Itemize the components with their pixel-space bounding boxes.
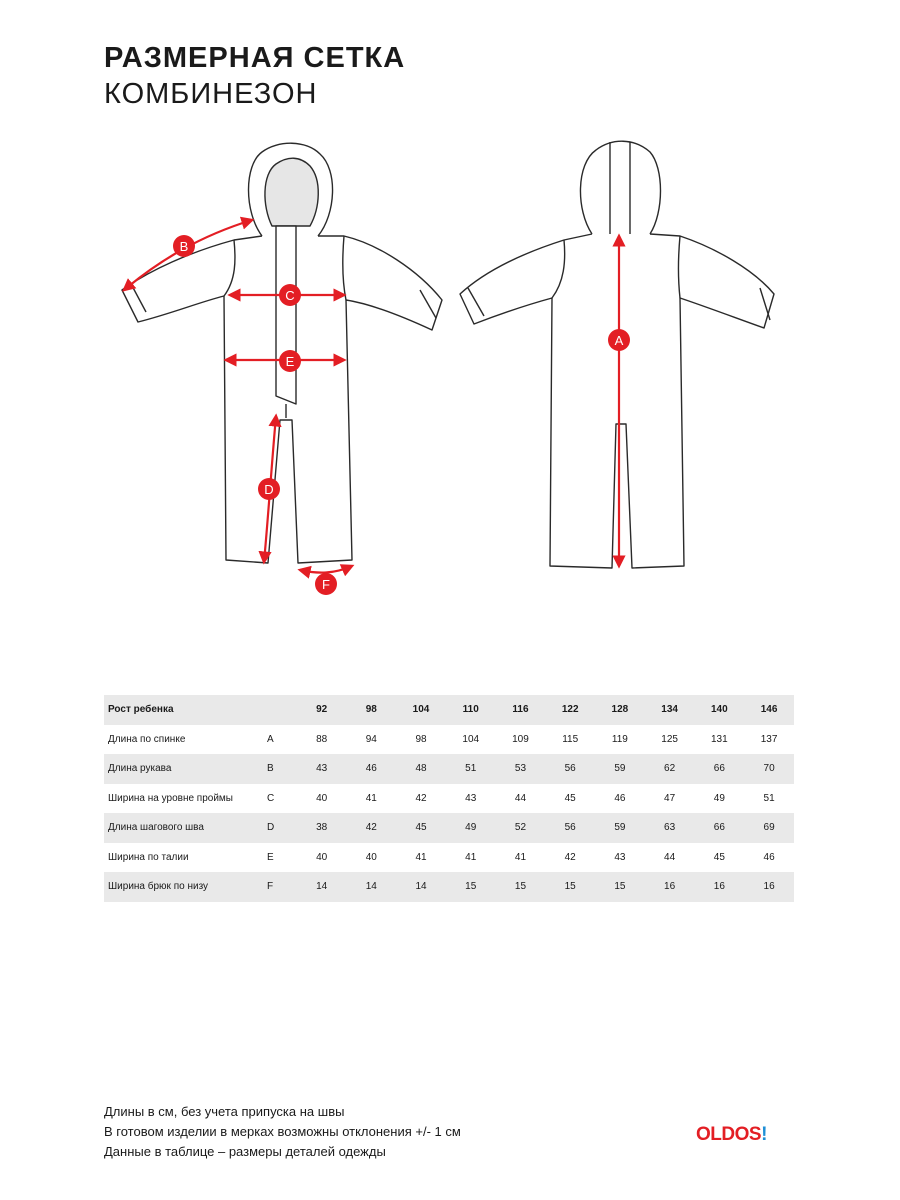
value-cell: 42 bbox=[564, 851, 576, 863]
value-cell: 16 bbox=[713, 881, 725, 893]
size-cell: 122 bbox=[561, 704, 579, 716]
size-cell: 128 bbox=[611, 704, 629, 716]
value-cell: 42 bbox=[365, 822, 377, 834]
row-label: Ширина брюк по низу bbox=[108, 881, 209, 893]
value-cell: 45 bbox=[564, 792, 576, 804]
marker-b-label: B bbox=[179, 239, 189, 254]
value-cell: 49 bbox=[465, 822, 477, 834]
value-cell: 56 bbox=[564, 763, 576, 775]
row-code: F bbox=[267, 881, 274, 893]
marker-e-label: E bbox=[285, 354, 295, 369]
value-cell: 119 bbox=[611, 733, 628, 745]
value-cell: 42 bbox=[415, 792, 427, 804]
size-table bbox=[104, 695, 794, 902]
page-title: РАЗМЕРНАЯ СЕТКА bbox=[104, 42, 406, 74]
value-cell: 46 bbox=[365, 763, 377, 775]
row-label: Длина шагового шва bbox=[108, 822, 204, 834]
footnote-units: Длины в см, без учета припуска на швы bbox=[104, 1104, 345, 1119]
back-view-drawing bbox=[460, 141, 774, 568]
value-cell: 98 bbox=[415, 733, 427, 745]
value-cell: 15 bbox=[514, 881, 527, 893]
value-cell: 59 bbox=[614, 763, 626, 775]
value-cell: 63 bbox=[664, 822, 676, 834]
value-cell: 15 bbox=[614, 881, 626, 893]
value-cell: 62 bbox=[664, 763, 676, 775]
marker-d-label: D bbox=[264, 482, 274, 497]
marker-f-label: F bbox=[322, 577, 330, 592]
value-cell: 41 bbox=[365, 792, 377, 804]
size-cell: 110 bbox=[462, 704, 479, 716]
value-cell: 14 bbox=[415, 881, 427, 893]
row-label: Длина по спинке bbox=[108, 733, 186, 745]
value-cell: 52 bbox=[514, 822, 527, 834]
size-cell: 116 bbox=[512, 704, 529, 716]
value-cell: 46 bbox=[614, 792, 626, 804]
value-cell: 14 bbox=[365, 881, 377, 893]
value-cell: 44 bbox=[514, 792, 527, 804]
value-cell: 137 bbox=[760, 733, 778, 745]
measurement-arrows bbox=[124, 220, 619, 573]
size-cell: 146 bbox=[760, 704, 778, 716]
value-cell: 43 bbox=[614, 851, 626, 863]
size-cell: 92 bbox=[316, 704, 328, 716]
row-code: C bbox=[267, 792, 275, 804]
value-cell: 66 bbox=[713, 763, 725, 775]
value-cell: 40 bbox=[316, 792, 328, 804]
marker-e bbox=[279, 350, 301, 372]
table-row bbox=[104, 784, 794, 814]
value-cell: 69 bbox=[763, 822, 775, 834]
logo-text: OLDOS bbox=[696, 1124, 762, 1145]
value-cell: 109 bbox=[512, 733, 529, 745]
front-view-drawing bbox=[122, 143, 442, 563]
front-zipper bbox=[276, 226, 296, 404]
row-label: Ширина по талии bbox=[108, 851, 189, 863]
front-hood-lining bbox=[265, 158, 318, 226]
value-cell: 53 bbox=[514, 763, 527, 775]
table-header-row bbox=[104, 695, 794, 725]
value-cell: 48 bbox=[415, 763, 427, 775]
marker-f bbox=[315, 573, 337, 595]
marker-d bbox=[258, 478, 280, 500]
value-cell: 40 bbox=[316, 851, 328, 863]
value-cell: 94 bbox=[365, 733, 377, 745]
value-cell: 41 bbox=[415, 851, 427, 863]
marker-c bbox=[279, 284, 301, 306]
value-cell: 15 bbox=[564, 881, 576, 893]
row-label: Длина рукава bbox=[108, 763, 172, 775]
value-cell: 40 bbox=[365, 851, 377, 863]
size-cell: 140 bbox=[710, 704, 728, 716]
value-cell: 15 bbox=[465, 881, 477, 893]
value-cell: 14 bbox=[316, 881, 328, 893]
size-cell: 98 bbox=[365, 704, 377, 716]
table-row bbox=[104, 725, 794, 755]
logo-mark: ! bbox=[761, 1124, 767, 1145]
value-cell: 45 bbox=[415, 822, 427, 834]
marker-b bbox=[173, 235, 195, 257]
table-row bbox=[104, 872, 794, 902]
back-body-outline bbox=[460, 234, 774, 568]
row-code: A bbox=[267, 733, 274, 745]
value-cell: 45 bbox=[713, 851, 725, 863]
value-cell: 104 bbox=[462, 733, 480, 745]
value-cell: 46 bbox=[763, 851, 775, 863]
marker-a bbox=[608, 329, 630, 351]
value-cell: 51 bbox=[763, 792, 775, 804]
value-cell: 88 bbox=[316, 733, 328, 745]
footnotes bbox=[104, 1102, 461, 1162]
brand-logo bbox=[696, 1124, 767, 1146]
row-code: B bbox=[267, 763, 274, 775]
row-code: D bbox=[267, 822, 275, 834]
marker-a-label: A bbox=[614, 333, 624, 348]
value-cell: 41 bbox=[514, 851, 527, 863]
value-cell: 49 bbox=[713, 792, 725, 804]
value-cell: 16 bbox=[763, 881, 775, 893]
table-row bbox=[104, 843, 794, 873]
row-label: Ширина на уровне проймы bbox=[108, 792, 233, 804]
value-cell: 115 bbox=[562, 733, 579, 745]
table-row bbox=[104, 813, 794, 843]
value-cell: 16 bbox=[664, 881, 676, 893]
value-cell: 125 bbox=[661, 733, 678, 745]
value-cell: 43 bbox=[316, 763, 328, 775]
value-cell: 44 bbox=[664, 851, 676, 863]
marker-c-label: C bbox=[285, 288, 295, 303]
size-cell: 104 bbox=[412, 704, 430, 716]
value-cell: 38 bbox=[316, 822, 328, 834]
value-cell: 56 bbox=[564, 822, 576, 834]
value-cell: 131 bbox=[710, 733, 728, 745]
value-cell: 70 bbox=[763, 763, 775, 775]
arrow-f bbox=[300, 566, 352, 573]
table-row bbox=[104, 754, 794, 784]
value-cell: 43 bbox=[465, 792, 477, 804]
value-cell: 59 bbox=[614, 822, 626, 834]
value-cell: 41 bbox=[465, 851, 477, 863]
value-cell: 51 bbox=[465, 763, 477, 775]
table-header-label: Рост ребенка bbox=[108, 704, 174, 716]
value-cell: 47 bbox=[664, 792, 676, 804]
footnote-data-source: Данные в таблице – размеры деталей одежды bbox=[104, 1144, 386, 1159]
size-cell: 134 bbox=[661, 704, 678, 716]
back-hood bbox=[580, 141, 660, 234]
row-code: E bbox=[267, 851, 274, 863]
footnote-tolerance: В готовом изделии в мерках возможны отклонения +/- 1 см bbox=[104, 1124, 461, 1139]
value-cell: 66 bbox=[713, 822, 725, 834]
page-subtitle: КОМБИНЕЗОН bbox=[104, 78, 318, 110]
